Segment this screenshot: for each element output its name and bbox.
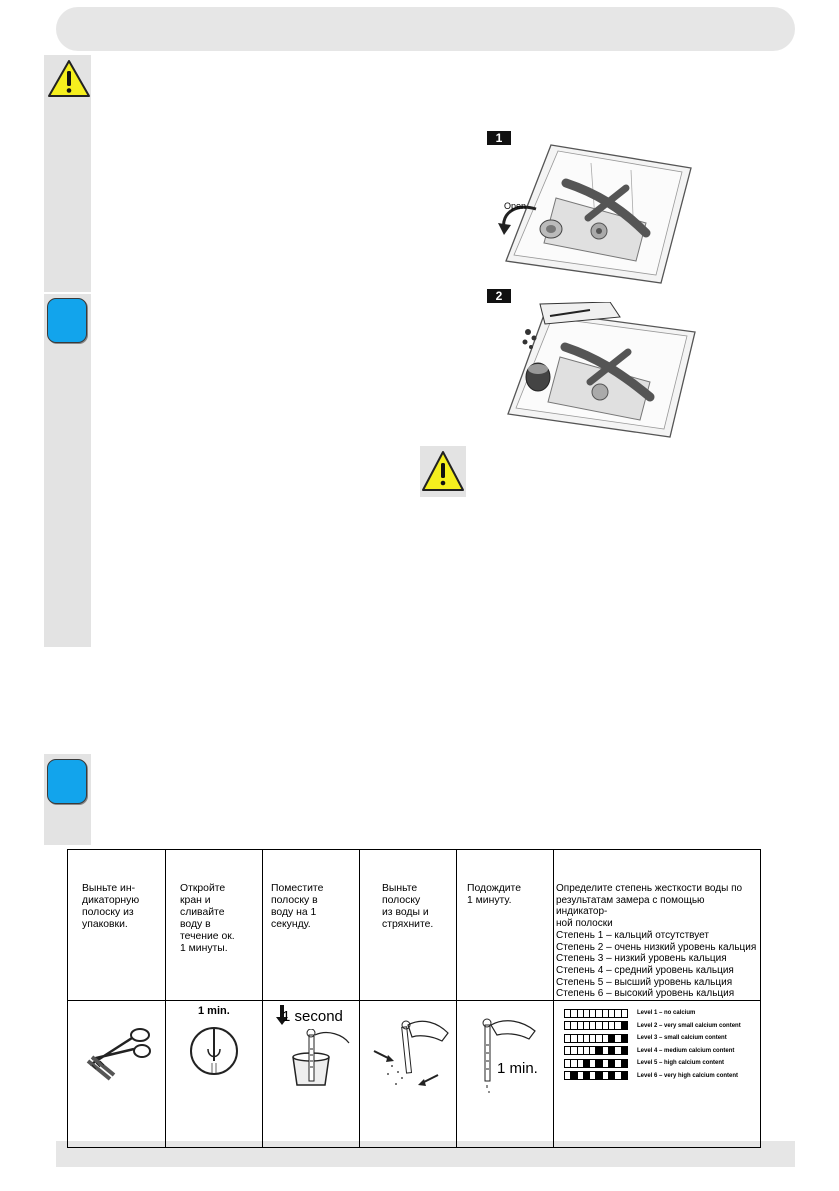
level-row [564,1032,760,1045]
wait-cell [457,1001,554,1148]
filter-removal-diagram [496,143,696,291]
scissors-icon [82,1025,154,1081]
step-cell-1 [68,850,166,1001]
step-cell-4 [360,850,457,1001]
scissors-cell [68,1001,166,1148]
open-label: Open [504,201,527,211]
level-label: Level 2 – very small calcium content [637,1022,741,1029]
step-2-text: Откройте кран и сливайте воду в течение ок. 1 минуты. [180,883,235,954]
level-row [564,1045,760,1058]
step-badge-1: 1 [487,131,511,145]
warning-box [420,446,466,497]
shake-cell [360,1001,457,1148]
step-cell-2 [166,850,263,1001]
level-bar [564,1021,628,1030]
level-label: Level 1 – no calcium [637,1010,696,1017]
level-label: Level 6 – very high calcium content [637,1072,739,1079]
step-5-text: Подождите 1 минуту. [467,883,521,906]
step-4-text: Выньте полоску из воды и стряхните. [382,883,434,930]
info-icon-lower [47,759,87,804]
levels-cell [554,850,761,1001]
step-cell-5 [457,850,554,1001]
warning-icon [46,58,92,100]
level-bar [564,1034,628,1043]
step-3-text: Поместите полоску в воду на 1 секунду. [271,883,324,930]
tap-cell [166,1001,263,1148]
levels-scale-cell [554,1001,761,1148]
level-bar [564,1071,628,1080]
level-bar [564,1046,628,1055]
levels-text: Определите степень жесткости воды по результатам замера с помощью индикатор- ной полоски Степень 1 – кальций отсутствует Степень 2 – очень низкий уровень кальция Степень 3 – низкий уровень кальция Степень 4 – средний уровень кальция Степень 5 – высший уровень кальция Степень 6 – высокий уровень кальция [556,883,757,1000]
step-badge-2: 2 [487,289,511,303]
step-cell-3 [263,850,360,1001]
wait-strip-icon [477,1015,537,1095]
warning-icon-2 [420,446,466,497]
header-bar [56,7,795,51]
info-icon [47,298,87,343]
dip-strip-icon [283,1029,353,1087]
level-label: Level 3 – small calcium content [637,1035,727,1042]
step-3-time-label: 1 second [282,1008,343,1026]
step-1-text: Выньте ин- дикаторную полоску из упаковки. [82,883,140,930]
level-row [564,1057,760,1070]
level-row [564,1020,760,1033]
shake-strip-icon [368,1013,452,1093]
level-row [564,1007,760,1020]
tap-icon [188,1021,240,1081]
level-label: Level 5 – high calcium content [637,1060,725,1067]
filter-cleaning-diagram [500,302,700,442]
level-bar [564,1009,628,1018]
level-row [564,1070,760,1083]
water-hardness-test-table [67,849,761,1148]
dip-cell [263,1001,360,1148]
step-2-time-label: 1 min. [198,1005,230,1018]
level-bar [564,1059,628,1068]
info-strip [44,294,91,647]
level-label: Level 4 – medium calcium content [637,1047,735,1054]
step-5-time-label: 1 min. [497,1060,538,1078]
levels-scale [554,1001,760,1147]
